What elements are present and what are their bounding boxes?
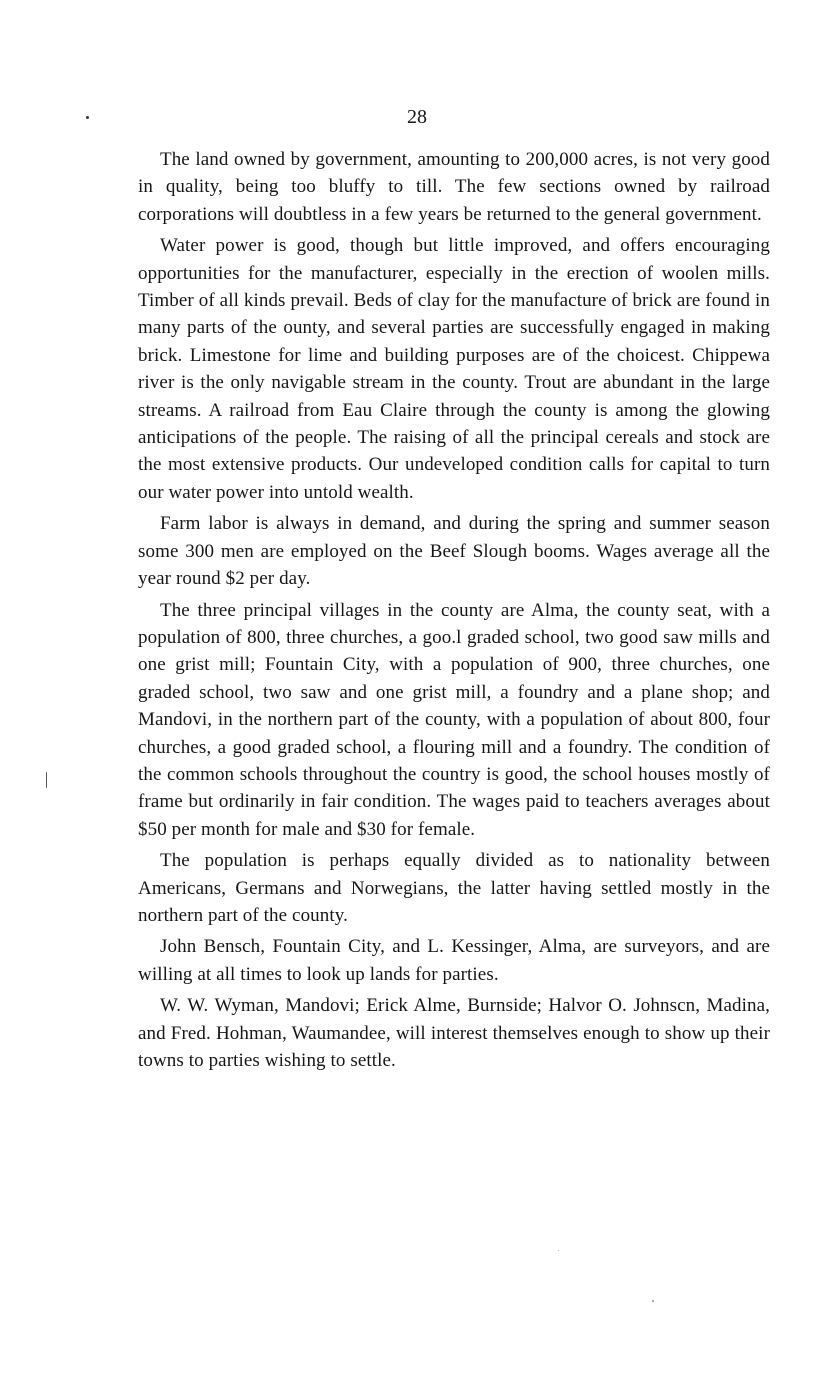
scan-speck — [652, 1300, 654, 1302]
paragraph-land: The land owned by government, amounting to 200,000 acres, is not very good in quality, being too bluffy to till. The few sections owned by railroad corporations will doubtless in a few years be returned to the general government. — [138, 149, 770, 225]
scan-speck — [558, 1250, 559, 1251]
paragraph-surveyors: John Bensch, Fountain City, and L. Kessinger, Alma, are surveyors, and are willing at all times to look up lands for parties. — [138, 936, 770, 985]
paragraph-villages: The three principal villages in the county are Alma, the county seat, with a population of 800, three churches, a goo.l graded school, two good saw mills and one grist mill; Fountain City, with a population of 900, three churches, one graded school, two saw and one grist mill, a foundry and a plane shop; and Mandovi, in the northern part of the county, with a population of about 800, four churches, a good graded school, a flouring mill and a foundry. The condition of the common schools throughout the country is good, the school houses mostly of frame but ordinarily in fair condition. The wages paid to teachers averages about $50 per month for male and $30 for female. — [138, 599, 770, 840]
body-text — [138, 146, 770, 1078]
paragraph-population: The population is perhaps equally divided as to nationality between Americans, Germans and Norwegians, the latter having settled mostly in the northern part of the county. — [138, 850, 770, 926]
scan-speck — [86, 116, 89, 119]
scan-speck — [46, 772, 47, 788]
page-number: 28 — [407, 106, 427, 128]
paragraph-farm-labor: Farm labor is always in demand, and during the spring and summer season some 300 men are employed on the Beef Slough booms. Wages average all the year round $2 per day. — [138, 513, 770, 590]
paragraph-contacts: W. W. Wyman, Mandovi; Erick Alme, Burnside; Halvor O. Johnscn, Madina, and Fred. Hohman, Waumandee, will interest themselves enough to show up their towns to parties wishing to settle. — [138, 995, 770, 1071]
paragraph-water-power: Water power is good, though but little improved, and offers encouraging opportunities for the manufacturer, especially in the erection of woolen mills. Timber of all kinds prevail. Beds of clay for the manufacture of brick are found in many parts of the ounty, and several parties are successfully engaged in making brick. Limestone for lime and building purposes are of the choicest. Chippewa river is the only navigable stream in the county. Trout are abundant in the large streams. A railroad from Eau Claire through the county is among the glowing anticipations of the people. The raising of all the principal cereals and stock are the most extensive products. Our undeveloped condition calls for capital to turn our water power into untold wealth. — [138, 235, 770, 503]
